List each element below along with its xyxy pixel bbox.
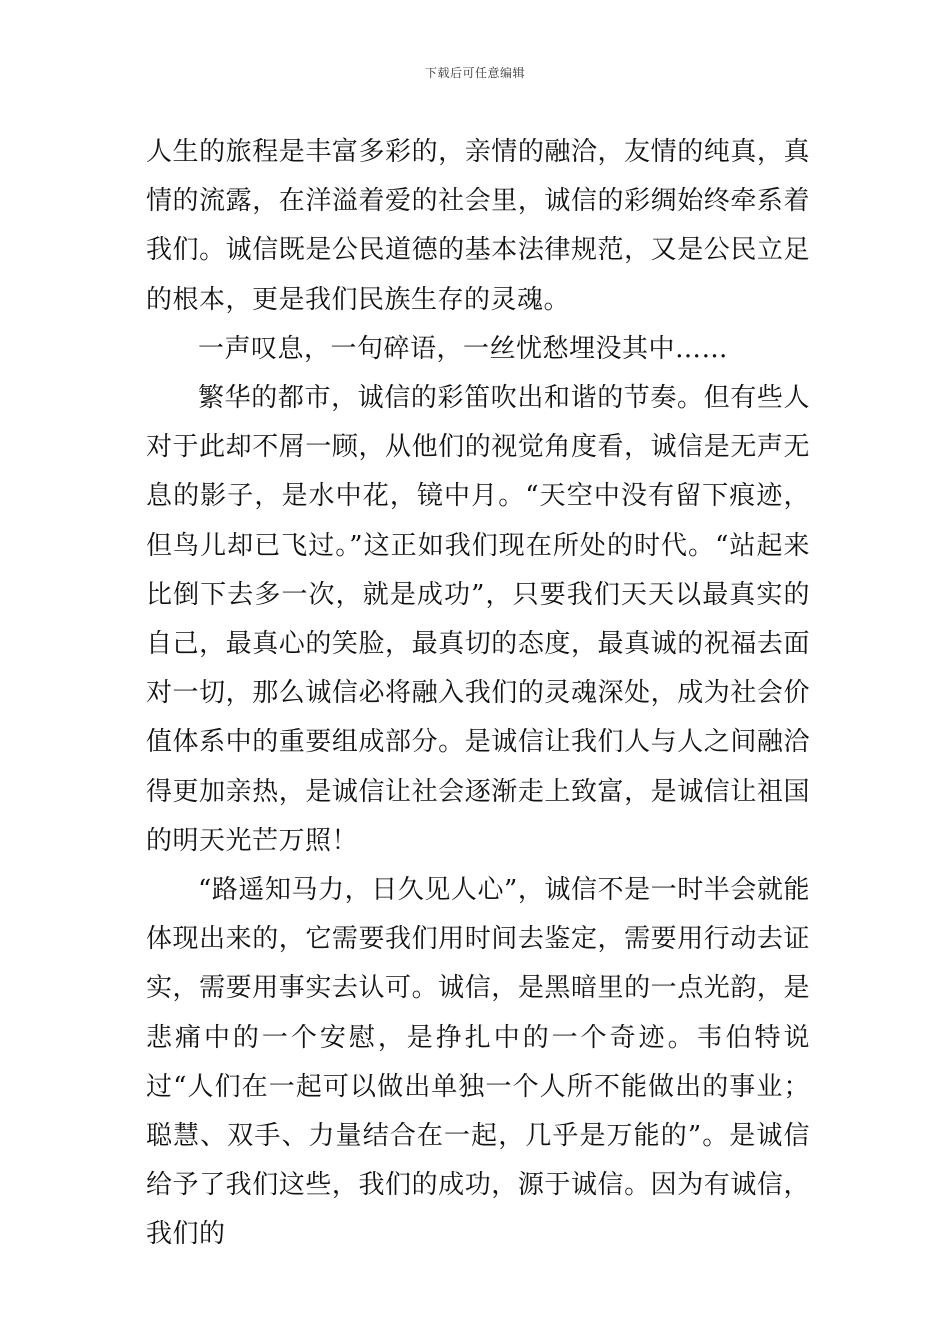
paragraph-4: “路遥知马力，日久见人心”，诚信不是一时半会就能体现出来的，它需要我们用时间去鉴定，需要用行动去证实，需要用事实去认可。诚信，是黑暗里的一点光韵，是悲痛中的一个安慰，是挣扎中的一个奇迹。韦伯特说过“人们在一起可以做出单独一个人所不能做出的事业；聪慧、双手、力量结合在一起，几乎是万能的”。是诚信给予了我们这些，我们的成功，源于诚信。因为有诚信，我们的 <box>146 875 810 1250</box>
document-body <box>146 128 810 1260</box>
page-header: 下载后可任意编辑 <box>424 66 525 80</box>
paragraph-2: 一声叹息，一句碎语，一丝忧愁埋没其中…… <box>198 333 729 364</box>
paragraph-3: 繁华的都市，诚信的彩笛吹出和谐的节奏。但有些人对于此却不屑一顾，从他们的视觉角度看，诚信是无声无息的影子，是水中花，镜中月。“天空中没有留下痕迹，但鸟儿却已飞过。”这正如我们现在所处的时代。“站起来比倒下去多一次，就是成功”，只要我们天天以最真实的自己，最真心的笑脸，最真切的态度，最真诚的祝福去面对一切，那么诚信必将融入我们的灵魂深处，成为社会价值体系中的重要组成部分。是诚信让我们人与人之间融洽得更加亲热，是诚信让社会逐渐走上致富，是诚信让祖国的明天光芒万照！ <box>146 383 810 856</box>
paragraph-1: 人生的旅程是丰富多彩的，亲情的融洽，友情的纯真，真情的流露，在洋溢着爱的社会里，诚信的彩绸始终牵系着我们。诚信既是公民道德的基本法律规范，又是公民立足的根本，更是我们民族生存的灵魂。 <box>146 137 810 315</box>
